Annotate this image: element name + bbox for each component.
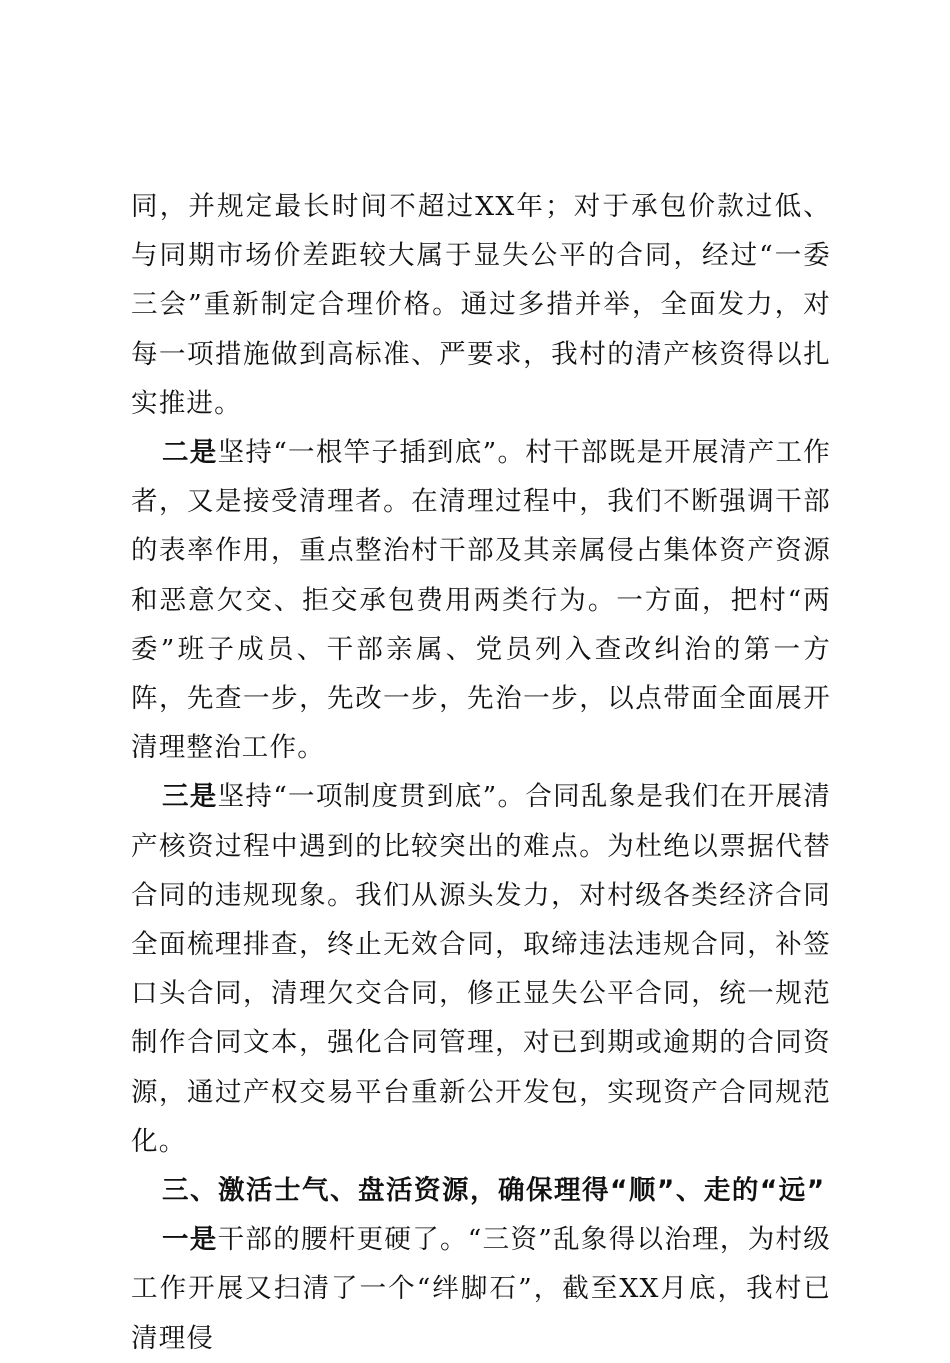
paragraph-text: 同，并规定最长时间不超过XX年；对于承包价款过低、与同期市场价差距较大属于显失公平的合同，经过“一委三会”重新制定合理价格。通过多措并举，全面发力，对每一项措施做到高标准、严要求，我村的清产核资得以扎实推进。	[131, 191, 831, 419]
paragraph-text: 坚持“一根竿子插到底”。村干部既是开展清产工作者，又是接受清理者。在清理过程中，我们不断强调干部的表率作用，重点整治村干部及其亲属侵占集体资产资源和恶意欠交、拒交承包费用两类行为。一方面，把村“两委”班子成员、干部亲属、党员列入查改纠治的第一方阵，先查一步，先改一步，先治一步，以点带面全面展开清理整治工作。	[131, 437, 831, 764]
paragraph-third-point	[131, 772, 831, 1166]
document-body	[131, 182, 831, 1363]
paragraph-text: 坚持“一项制度贯到底”。合同乱象是我们在开展清产核资过程中遇到的比较突出的难点。为杜绝以票据代替合同的违规现象。我们从源头发力，对村级各类经济合同全面梳理排查，终止无效合同，取缔违法违规合同，补签口头合同，清理欠交合同，修正显失公平合同，统一规范制作合同文本，强化合同管理，对已到期或逾期的合同资源，通过产权交易平台重新公开发包，实现资产合同规范化。	[131, 781, 831, 1157]
paragraph-lead: 三是	[162, 781, 218, 813]
paragraph-text: 干部的腰杆更硬了。“三资”乱象得以治理，为村级工作开展又扫清了一个“绊脚石”，截至XX月底，我村已清理侵	[131, 1224, 831, 1354]
paragraph-second-point	[131, 428, 831, 772]
paragraph-lead: 二是	[162, 437, 218, 469]
section-heading: 三、激活士气、盘活资源，确保理得“顺”、走的“远”	[162, 1175, 826, 1207]
paragraph-lead: 一是	[162, 1224, 218, 1256]
paragraph-continuation	[131, 182, 831, 428]
paragraph-first-point	[131, 1215, 831, 1363]
